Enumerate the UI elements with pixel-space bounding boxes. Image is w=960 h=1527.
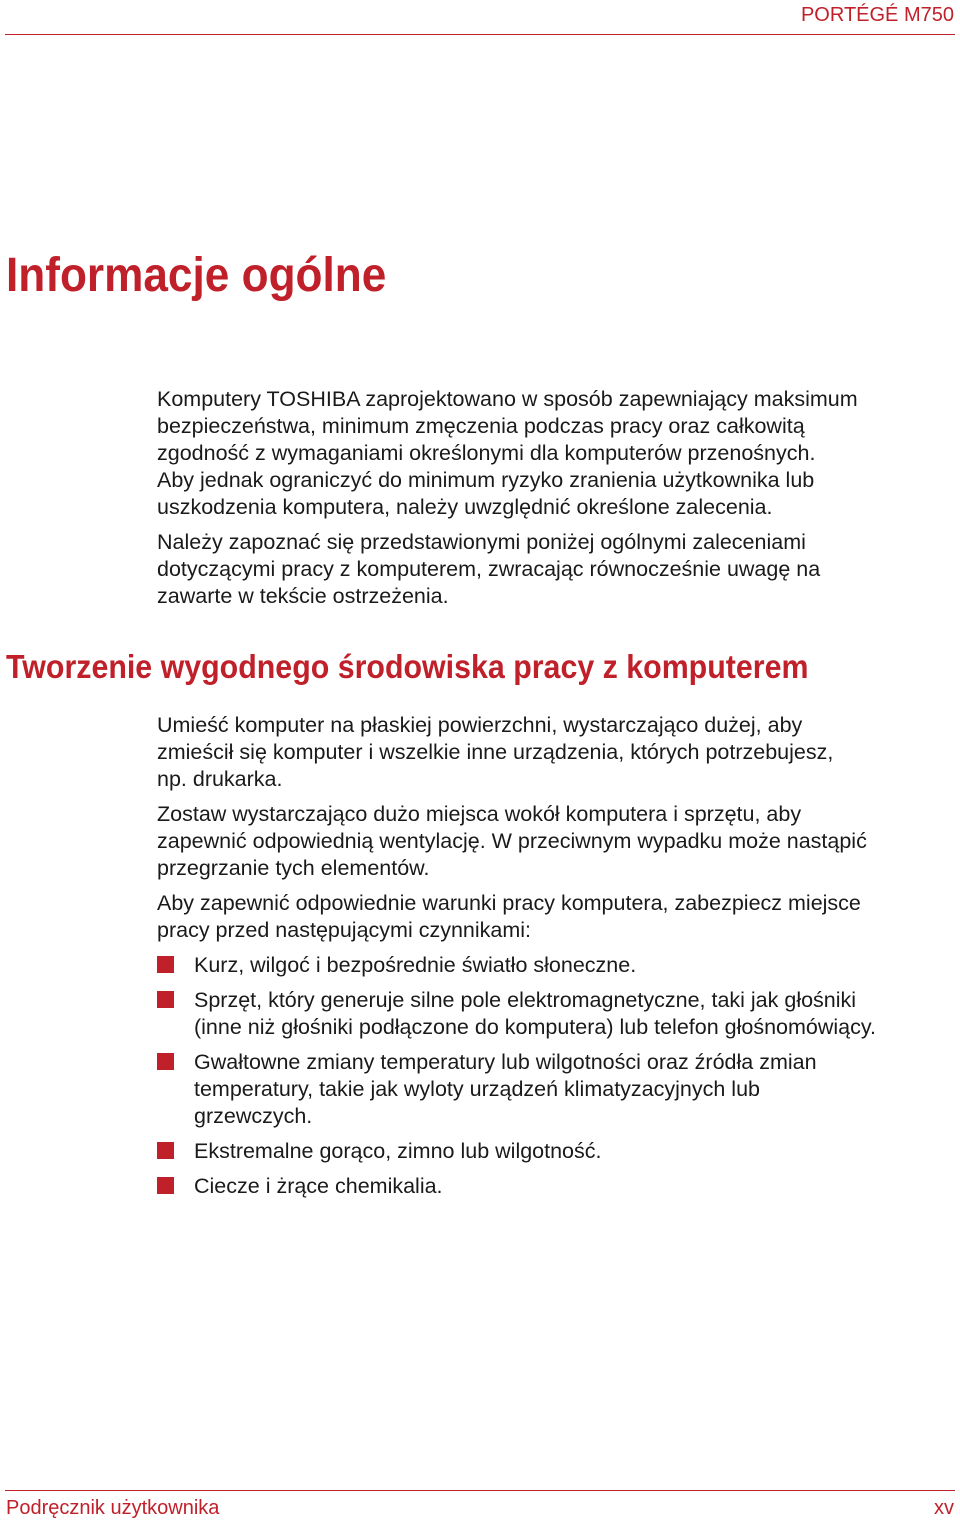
- text-line: przegrzanie tych elementów.: [157, 856, 430, 880]
- text-line: pracy przed następującymi czynnikami:: [157, 918, 532, 942]
- text-line: np. drukarka.: [157, 767, 283, 791]
- square-bullet-icon: [157, 991, 174, 1008]
- section-paragraph: [157, 890, 957, 944]
- intro-block: [157, 386, 957, 610]
- intro-paragraph: [157, 386, 957, 521]
- section-paragraph: [157, 712, 957, 793]
- section-heading: Tworzenie wygodnego środowiska pracy z komputerem: [6, 648, 809, 685]
- text-line: zawarte w tekście ostrzeżenia.: [157, 584, 449, 608]
- section-body: [157, 712, 957, 1208]
- footer-manual-title: Podręcznik użytkownika: [6, 1497, 220, 1519]
- footer-rule: [5, 1490, 955, 1491]
- text-line: Aby jednak ograniczyć do minimum ryzyko zranienia użytkownika lub: [157, 468, 815, 492]
- text-line: zgodność z wymaganiami określonymi dla komputerów przenośnych.: [157, 441, 816, 465]
- list-item: [157, 1173, 957, 1200]
- section-paragraph: [157, 801, 957, 882]
- text-line: Gwałtowne zmiany temperatury lub wilgotności oraz źródła zmian: [194, 1050, 817, 1074]
- hazard-list: [157, 952, 957, 1200]
- text-line: Należy zapoznać się przedstawionymi poniżej ogólnymi zaleceniami: [157, 530, 806, 554]
- text-line: grzewczych.: [194, 1104, 313, 1128]
- text-line: Aby zapewnić odpowiednie warunki pracy komputera, zabezpiecz miejsce: [157, 891, 861, 915]
- square-bullet-icon: [157, 1177, 174, 1194]
- square-bullet-icon: [157, 1053, 174, 1070]
- list-item: [157, 1138, 957, 1165]
- square-bullet-icon: [157, 956, 174, 973]
- square-bullet-icon: [157, 1142, 174, 1159]
- text-line: bezpieczeństwa, minimum zmęczenia podczas pracy oraz całkowitą: [157, 414, 805, 438]
- text-line: temperatury, takie jak wyloty urządzeń klimatyzacyjnych lub: [194, 1077, 760, 1101]
- text-line: Kurz, wilgoć i bezpośrednie światło słoneczne.: [194, 953, 637, 977]
- text-line: Umieść komputer na płaskiej powierzchni, wystarczająco dużej, aby: [157, 713, 803, 737]
- running-header-title: PORTÉGÉ M750: [800, 4, 954, 26]
- text-line: zapewnić odpowiednią wentylację. W przeciwnym wypadku może nastąpić: [157, 829, 867, 853]
- text-line: Zostaw wystarczająco dużo miejsca wokół komputera i sprzętu, aby: [157, 802, 802, 826]
- text-line: zmieścił się komputer i wszelkie inne urządzenia, których potrzebujesz,: [157, 740, 834, 764]
- text-line: Komputery TOSHIBA zaprojektowano w sposób zapewniający maksimum: [157, 387, 858, 411]
- text-line: Sprzęt, który generuje silne pole elektromagnetyczne, taki jak głośniki: [194, 988, 857, 1012]
- list-item: [157, 1049, 957, 1130]
- text-line: (inne niż głośniki podłączone do komputera) lub telefon głośnomówiący.: [194, 1015, 877, 1039]
- text-line: Ekstremalne gorąco, zimno lub wilgotność.: [194, 1139, 602, 1163]
- intro-paragraph: [157, 529, 957, 610]
- header-rule: [5, 34, 955, 35]
- text-line: Ciecze i żrące chemikalia.: [194, 1174, 443, 1198]
- list-item: [157, 987, 957, 1041]
- text-line: dotyczącymi pracy z komputerem, zwracając równocześnie uwagę na: [157, 557, 821, 581]
- page-title: Informacje ogólne: [6, 249, 387, 302]
- text-line: uszkodzenia komputera, należy uwzględnić określone zalecenia.: [157, 495, 773, 519]
- list-item: [157, 952, 957, 979]
- page-number: xv: [934, 1497, 954, 1519]
